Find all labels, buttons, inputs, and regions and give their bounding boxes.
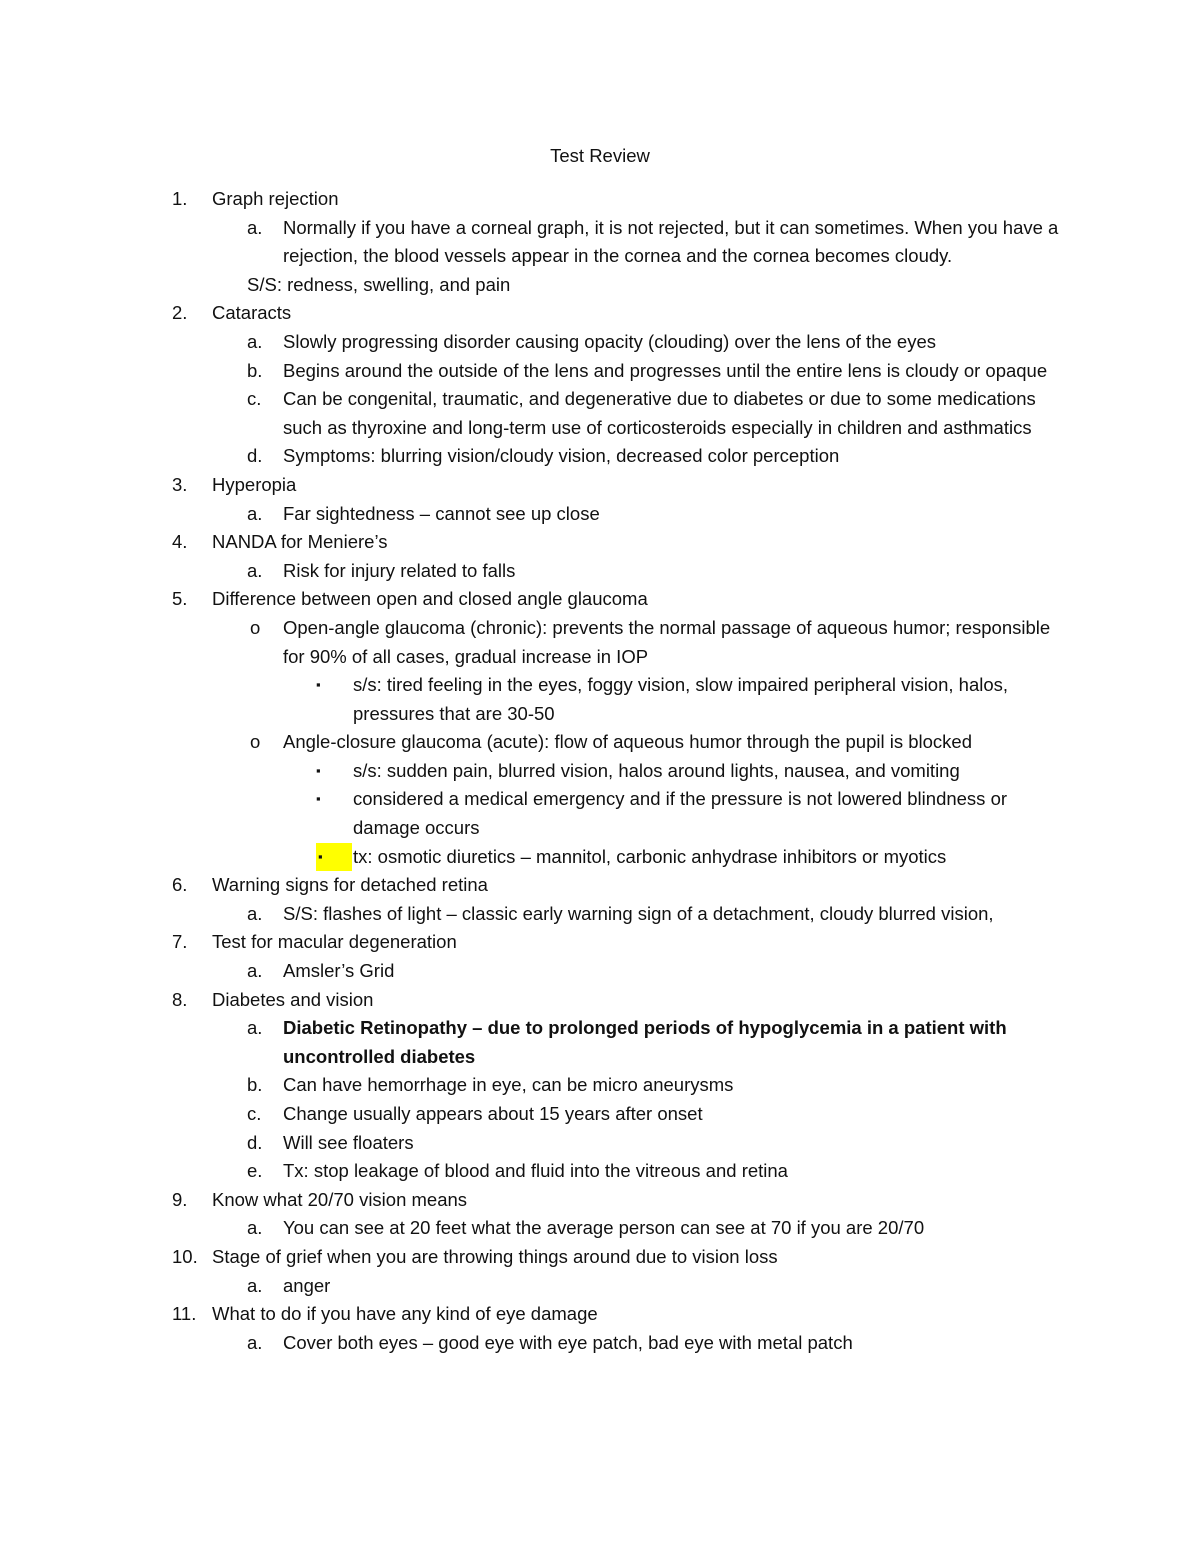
list-item-text: What to do if you have any kind of eye damage (212, 1303, 598, 1325)
list-item (0, 957, 1200, 986)
list-item (0, 328, 1200, 357)
outline-list (0, 185, 1200, 1357)
list-marker: c. (247, 1103, 262, 1124)
list-marker: a. (247, 559, 263, 581)
list-item-text: Begins around the outside of the lens and progresses until the entire lens is cloudy or opaque (283, 359, 1048, 381)
list-marker: e. (247, 1160, 263, 1182)
list-marker: 11. (172, 1303, 197, 1325)
list-item-text: Far sightedness – cannot see up close (283, 502, 600, 524)
list-item-text: tx: osmotic diuretics – mannitol, carbonic anhydrase inhibitors or myotics (353, 845, 947, 867)
list-item (0, 1014, 1200, 1071)
list-item-text: Stage of grief when you are throwing things around due to vision loss (212, 1245, 778, 1267)
list-item-text: Test for macular degeneration (212, 931, 457, 953)
list-marker: o (250, 731, 261, 753)
list-item-text: Diabetes and vision (212, 988, 374, 1010)
list-item-text: You can see at 20 feet what the average person can see at 70 if you are 20/70 (283, 1217, 925, 1239)
list-marker: c. (247, 388, 262, 410)
list-marker: a. (247, 330, 263, 352)
list-item (0, 1329, 1200, 1358)
list-marker: o (250, 616, 261, 638)
list-marker: 6. (172, 874, 188, 896)
list-item-text: Graph rejection (212, 188, 339, 209)
list-item (0, 442, 1200, 471)
list-item-text: Can have hemorrhage in eye, can be micro aneurysms (283, 1074, 734, 1096)
list-item (0, 1157, 1200, 1186)
list-item-text: Know what 20/70 vision means (212, 1188, 468, 1210)
list-item (0, 1129, 1200, 1158)
list-item (0, 385, 1200, 442)
list-marker: a. (247, 902, 263, 924)
list-item-text: Risk for injury related to falls (283, 559, 516, 581)
list-item-text: Cover both eyes – good eye with eye patch, bad eye with metal patch (283, 1331, 853, 1353)
list-marker (316, 843, 352, 872)
list-item (0, 785, 1200, 842)
list-item-text: Change usually appears about 15 years after onset (283, 1103, 703, 1124)
list-marker: 3. (172, 473, 188, 495)
list-item-text: s/s: tired feeling in the eyes, foggy vision, slow impaired peripheral vision, halos, pressures that are 30-50 (353, 674, 1009, 724)
list-item-text: Cataracts (212, 302, 292, 324)
highlighted-marker: ▪ (316, 843, 352, 872)
list-item (0, 500, 1200, 529)
list-item (0, 1243, 1200, 1272)
list-item-text: Open-angle glaucoma (chronic): prevents the normal passage of aqueous humor; responsible for 90% of all cases, gradual increase in IOP (283, 616, 1051, 667)
list-item (0, 185, 1200, 214)
list-item (0, 1186, 1200, 1215)
list-item-text: considered a medical emergency and if the pressure is not lowered blindness or damage occurs (353, 788, 1008, 839)
list-item (0, 557, 1200, 586)
list-item (0, 271, 1200, 300)
list-item-text: Slowly progressing disorder causing opacity (clouding) over the lens of the eyes (283, 330, 936, 352)
list-item-text: Amsler’s Grid (283, 960, 395, 982)
list-item (0, 843, 1200, 872)
list-item-text: S/S: flashes of light – classic early warning sign of a detachment, cloudy blurred vision, (283, 902, 994, 924)
list-item (0, 871, 1200, 900)
list-item (0, 1071, 1200, 1100)
list-item-text: Warning signs for detached retina (212, 874, 488, 896)
list-item-text: S/S: redness, swelling, and pain (247, 273, 511, 295)
list-marker: d. (247, 445, 263, 467)
list-marker: a. (247, 1217, 263, 1239)
list-item (0, 1214, 1200, 1243)
list-item (0, 214, 1200, 271)
list-marker: 9. (172, 1188, 188, 1210)
list-marker: b. (247, 1074, 263, 1096)
list-item (0, 1272, 1200, 1301)
list-item (0, 1100, 1200, 1129)
list-item-text: NANDA for Meniere’s (212, 531, 388, 553)
list-item-text: Can be congenital, traumatic, and degenerative due to diabetes or due to some medications such as thyroxine and long-term use of corticosteroids especially in children and asthmatics (283, 388, 1036, 438)
list-item-text: Diabetic Retinopathy – due to prolonged periods of hypoglycemia in a patient with uncontrolled diabetes (283, 1017, 1007, 1067)
list-marker: a. (247, 1331, 263, 1353)
list-marker: ▪ (316, 762, 321, 778)
list-item-text: Symptoms: blurring vision/cloudy vision, decreased color perception (283, 445, 840, 467)
list-item-text: s/s: sudden pain, blurred vision, halos around lights, nausea, and vomiting (353, 759, 960, 781)
list-item (0, 357, 1200, 386)
page-title: Test Review (550, 145, 650, 166)
list-item-text: anger (283, 1274, 331, 1296)
list-item (0, 614, 1200, 671)
list-marker: a. (247, 216, 263, 238)
list-item (0, 299, 1200, 328)
list-item (0, 728, 1200, 757)
list-marker: 8. (172, 988, 188, 1010)
list-marker: b. (247, 359, 263, 381)
list-marker: 5. (172, 588, 188, 610)
list-item (0, 585, 1200, 614)
list-marker: 1. (172, 188, 188, 209)
list-marker: a. (247, 1017, 263, 1039)
list-item-text: Will see floaters (283, 1131, 414, 1153)
list-marker: a. (247, 502, 263, 524)
list-item-text: Normally if you have a corneal graph, it is not rejected, but it can sometimes. When you have a rejection, the blood vessels appear in the cornea and the cornea becomes cloudy. (283, 216, 1059, 267)
list-marker: 7. (172, 931, 188, 953)
list-item-text: Difference between open and closed angle glaucoma (212, 588, 648, 610)
list-item (0, 757, 1200, 786)
list-item (0, 900, 1200, 929)
list-marker: d. (247, 1131, 263, 1153)
list-item (0, 1300, 1200, 1329)
list-marker: a. (247, 1274, 263, 1296)
list-marker: ▪ (316, 791, 321, 807)
list-item-text: Angle-closure glaucoma (acute): flow of aqueous humor through the pupil is blocked (283, 731, 973, 753)
list-item (0, 986, 1200, 1015)
list-marker: ▪ (316, 677, 321, 693)
list-item (0, 528, 1200, 557)
list-item-text: Hyperopia (212, 473, 297, 495)
list-item (0, 471, 1200, 500)
list-item (0, 928, 1200, 957)
list-item (0, 671, 1200, 728)
list-marker: 2. (172, 302, 188, 324)
list-marker: a. (247, 960, 263, 982)
list-item-text: Tx: stop leakage of blood and fluid into the vitreous and retina (283, 1160, 788, 1182)
list-marker: 10. (172, 1245, 198, 1267)
list-marker: 4. (172, 531, 188, 553)
